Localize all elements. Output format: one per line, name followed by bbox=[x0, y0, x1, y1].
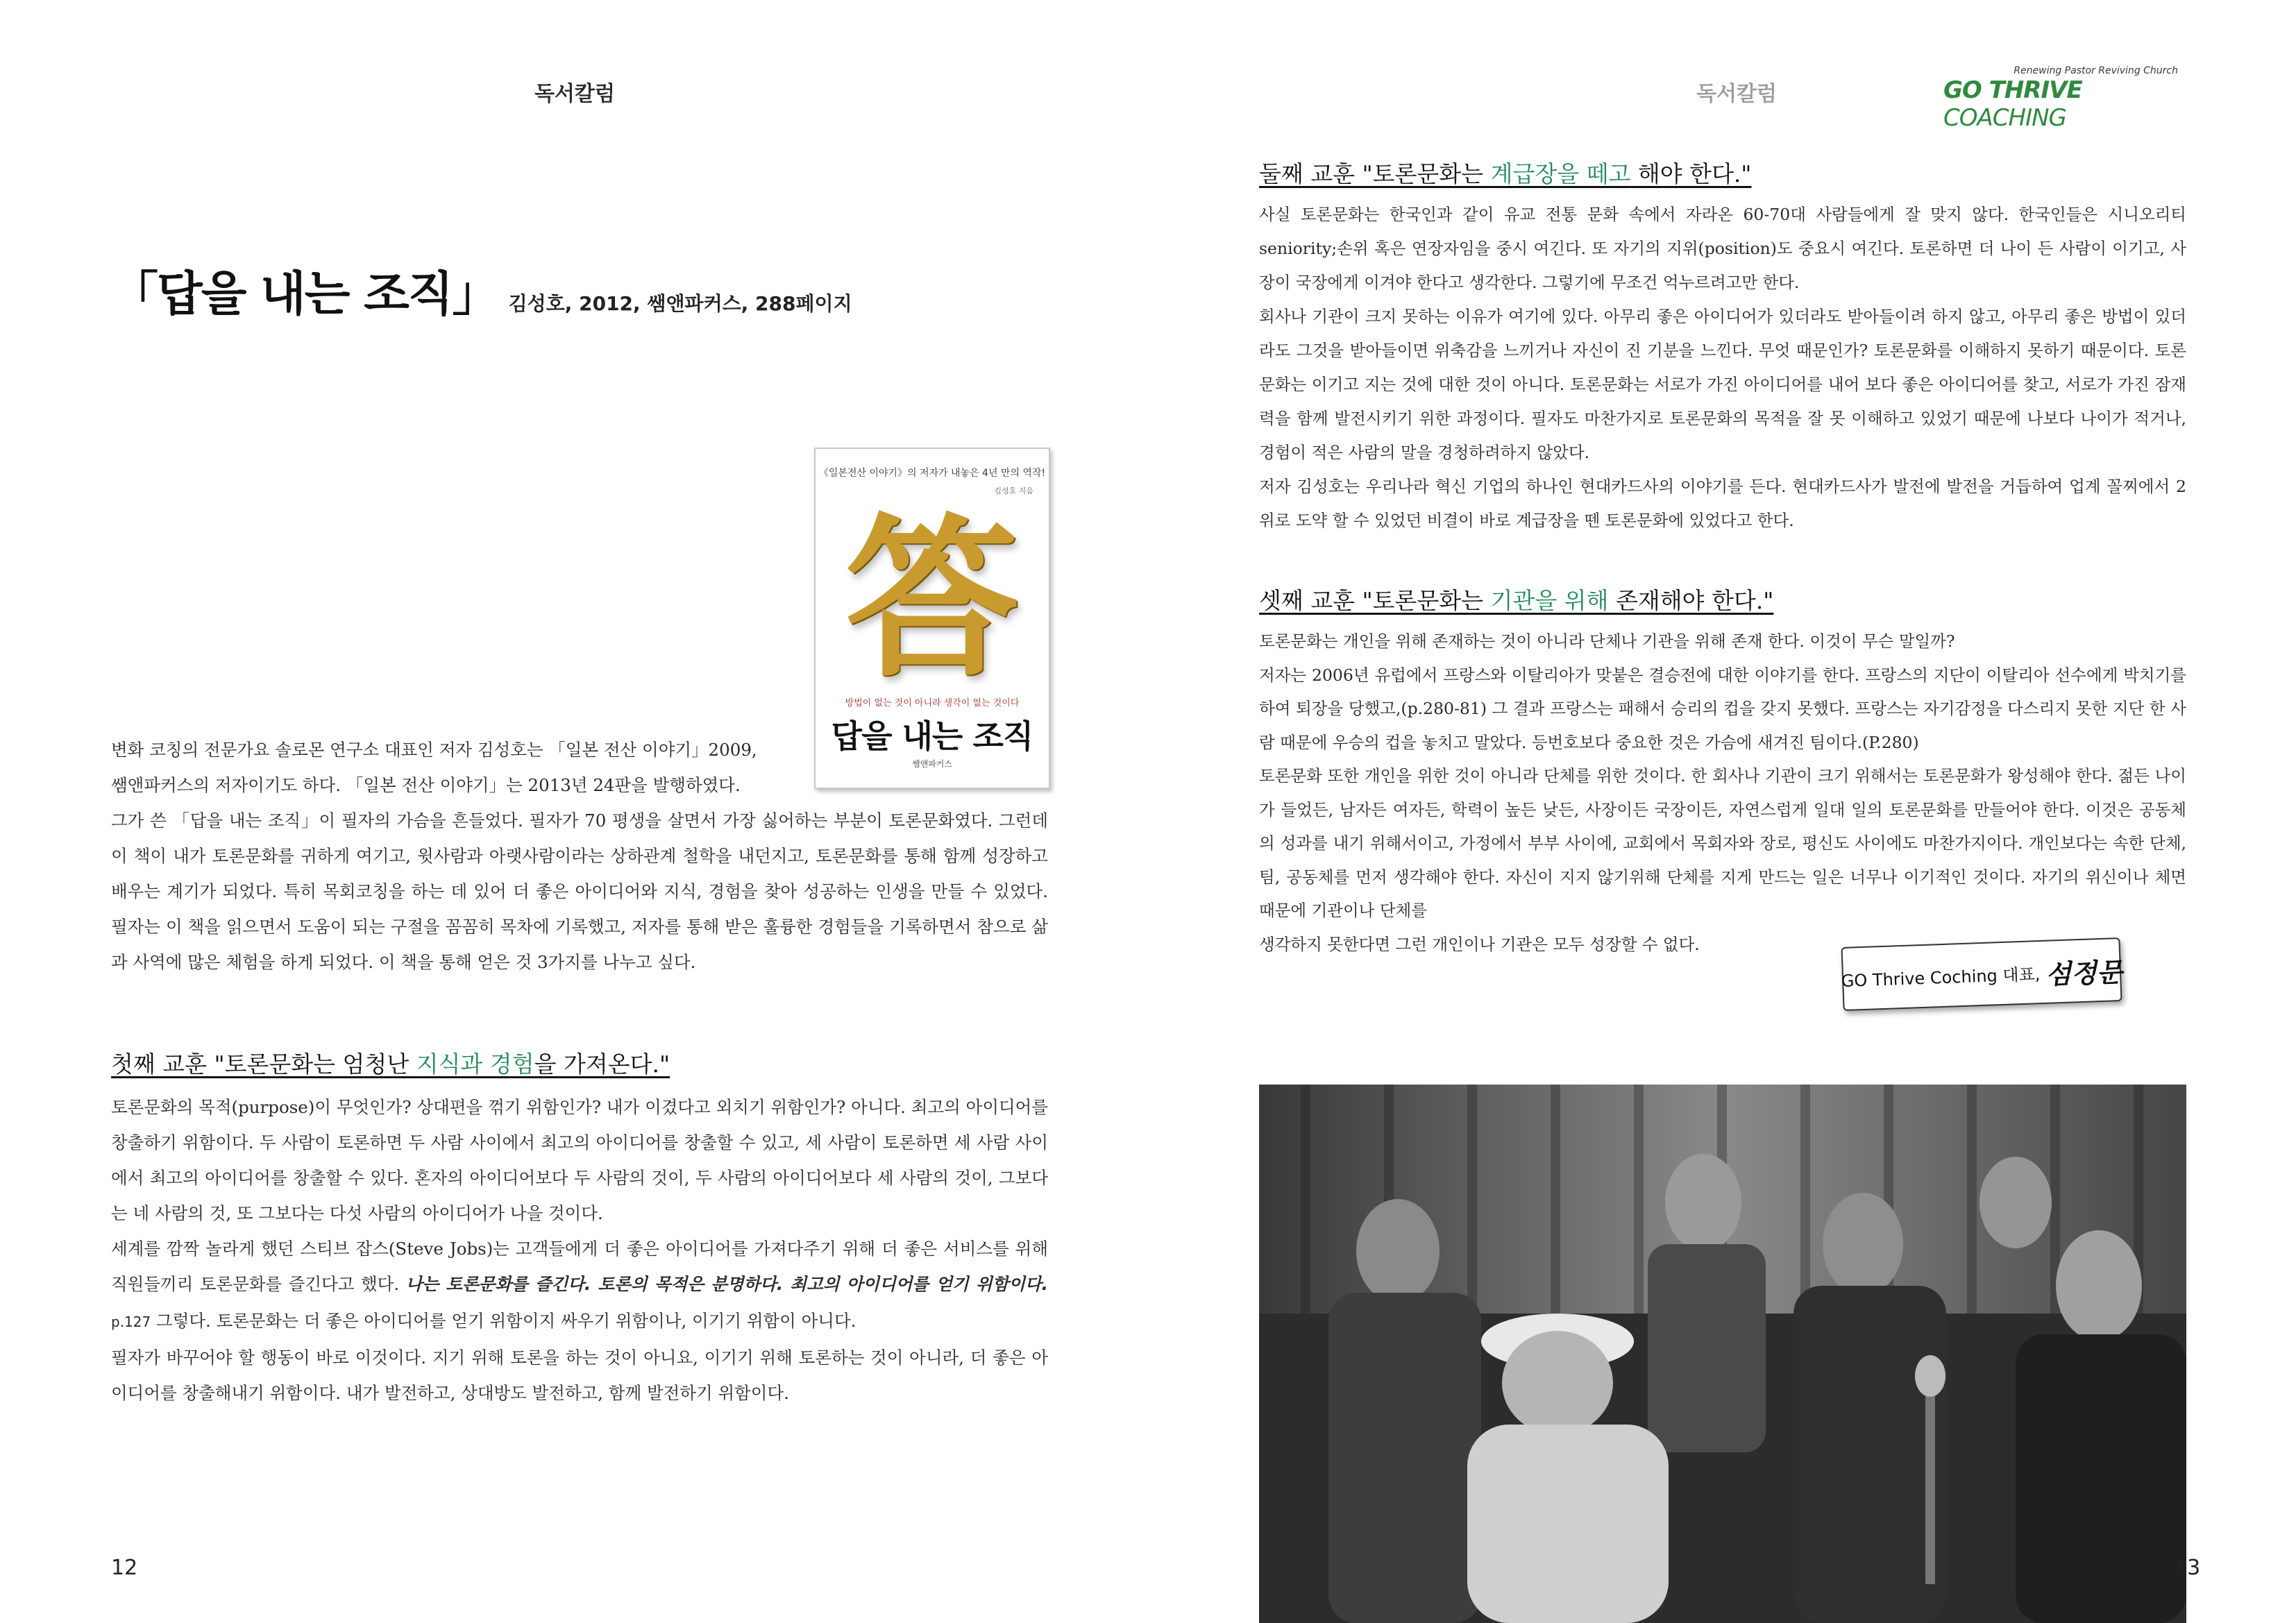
intro-line-1: 변화 코칭의 전문가요 솔로몬 연구소 대표인 저자 김성호는 「일본 전산 이야기」2009, bbox=[111, 740, 757, 760]
intro-paragraph: 그가 쓴 「답을 내는 조직」이 필자의 가슴을 흔들었다. 필자가 70 평생을 살면서 가장 싫어하는 부분이 토론문화였다. 그런데 이 책이 내가 토론문화를 귀하게 여기고, 윗사람과 아랫사람이라는 상하관계 철학을 내던지고, 토론문화를 통해 함께 성장하고 배우는 계기가 되었다. 특히 목회코칭을 하는 데 있어 더 좋은 아이디어와 지식, 경험을 찾아 성공하는 인생을 만들 수 있었다. 필자는 이 책을 읽으면서 도움이 되는 구절을 꼼꼼히 목차에 기록했고, 저자를 통해 받은 훌륭한 경험들을 기록하면서 참으로 삶과 사역에 많은 체험을 하게 되었다. 이 책을 통해 얻은 것 3가지를 나누고 싶다. bbox=[111, 810, 1048, 972]
lesson-3-paragraph-3: 토론문화 또한 개인을 위한 것이 아니라 단체를 위한 것이다. 한 회사나 기관이 크기 위해서는 토론문화가 왕성해야 한다. 젊든 나이가 들었든, 남자든 여자든, 학력이 높든 낮든, 사장이든 국장이든, 자연스럽게 일대 일의 토론문화를 만들어야 한다. 이것은 공동체의 성과를 내기 위해서이고, 가정에서 부부 사이에, 교회에서 목회자와 장로, 평신도 사이에도 마찬가지이다. 개인보다는 속한 단체, 팀, 공동체를 먼저 생각해야 한다. 자신이 지지 않기위해 단체를 지게 만드는 일은 너무나 이기적인 것이다. 자기의 위신이나 체면 때문에 기관이나 단체를 bbox=[1259, 766, 2186, 920]
page-reference: p.127 bbox=[111, 1314, 151, 1330]
heading-highlight: 지식과 경험 bbox=[416, 1051, 534, 1078]
paragraph-text: 세계를 깜짝 놀라게 했던 스티브 잡스(Steve Jobs)는 고객들에게 더 좋은 아이디어를 가져다주기 위해 더 좋은 서비스를 위해 직원들끼리 토론문화를 즐긴다고 했다. bbox=[111, 1239, 1048, 1294]
lesson-1-paragraph-1: 토론문화의 목적(purpose)이 무엇인가? 상대편을 꺾기 위함인가? 내가 이겼다고 외치기 위함인가? 아니다. 최고의 아이디어를 창출하기 위함이다. 두 사람이 토론하면 두 사람 사이에서 최고의 아이디어를 창출할 수 있고, 세 사람이 토론하면 세 사람 사이에서 최고의 아이디어를 창출할 수 있다. 혼자의 아이디어보다 두 사람의 것이, 두 사람의 아이디어보다 세 사람의 것이, 그보다는 네 사람의 것, 또 그보다는 다섯 사람의 아이디어가 나을 것이다. bbox=[111, 1097, 1048, 1223]
cover-title: 답을 내는 조직 bbox=[831, 717, 1033, 755]
cover-hanja: 答 bbox=[845, 496, 1019, 700]
page-number: 13 bbox=[2174, 1556, 2201, 1580]
right-page bbox=[1148, 0, 2296, 1623]
emphasis-quote: 나는 토론문화를 즐긴다. 토론의 목적은 분명하다. 최고의 아이디어를 얻기 위함이다. bbox=[405, 1274, 1048, 1294]
logo-wordmark bbox=[1943, 76, 2186, 132]
lesson-3-paragraph-2: 저자는 2006년 유럽에서 프랑스와 이탈리아가 맞붙은 결승전에 대한 이야기를 한다. 프랑스의 지단이 이탈리아 선수에게 박치기를 하여 퇴장을 당했고,(p.280-81) 그 결과 프랑스는 패해서 승리의 컵을 갖지 못했다. 프랑스는 자기감정을 다스리지 못한 지단 한 사람 때문에 우승의 컵을 놓치고 말았다. 등번호보다 중요한 것은 가슴에 새겨진 팀이다.(P.280) bbox=[1259, 665, 2186, 752]
microphone-stand bbox=[1925, 1376, 1935, 1584]
lesson-2-paragraph-2: 회사나 기관이 크지 못하는 이유가 여기에 있다. 아무리 좋은 아이디어가 있더라도 받아들이려 하지 않고, 아무리 좋은 방법이 있더라도 그것을 받아들이면 위축감을 느끼거나 자신이 진 기분을 느낀다. 무엇 때문인가? 토론문화를 이해하지 못하기 때문이다. 토론문화는 이기고 지는 것에 대한 것이 아니다. 토론문화는 서로가 가진 아이디어를 내어 보다 좋은 아이디어를 찾고, 서로가 가진 잠재력을 함께 발전시키기 위한 과정이다. 필자도 마찬가지로 토론문화의 목적을 잘 못 이해하고 있었기 때문에 나보다 나이가 적거나, 경험이 적은 사람의 말을 경청하려하지 않았다. bbox=[1259, 307, 2186, 462]
heading-text: 을 가져온다." bbox=[534, 1051, 670, 1078]
cover-author: 김성호 지음 bbox=[994, 486, 1033, 495]
signature-label: GO Thrive Coching 대표, bbox=[1841, 964, 2041, 991]
intro-section bbox=[111, 732, 1048, 980]
author-signature-tag bbox=[1841, 937, 2122, 1011]
lesson-3-paragraph-1: 토론문화는 개인을 위해 존재하는 것이 아니라 단체나 기관을 위해 존재 한다. 이것이 무슨 말일까? bbox=[1259, 631, 1955, 651]
paragraph-text: 그렇다. 토론문화는 더 좋은 아이디어를 얻기 위함이지 싸우기 위함이나, 이기기 위함이 아니다. bbox=[151, 1311, 856, 1331]
column-header: 독서칼럼 bbox=[1696, 82, 1777, 106]
lesson-2-paragraph-3: 저자 김성호는 우리나라 혁신 기업의 하나인 현대카드사의 이야기를 든다. 현대카드사가 발전에 발전을 거듭하여 업계 꼴찌에서 2위로 도약 할 수 있었던 비결이 바로 계급장을 뗀 토론문화에 있었다고 한다. bbox=[1259, 477, 2186, 530]
go-thrive-coaching-logo bbox=[1943, 64, 2186, 132]
lesson-1-paragraph-2 bbox=[111, 1231, 1048, 1340]
lesson-1-heading bbox=[111, 1046, 1048, 1082]
logo-tagline: Renewing Pastor Reviving Church bbox=[2014, 65, 2178, 76]
heading-text: 둘째 교훈 "토론문화는 bbox=[1259, 160, 1491, 187]
heading-text: 해야 한다." bbox=[1630, 160, 1752, 187]
cover-subtitle: 방법이 없는 것이 아니라 생각이 없는 것이다 bbox=[845, 698, 1020, 708]
heading-text: 셋째 교훈 "토론문화는 bbox=[1259, 587, 1491, 614]
lesson-2-paragraph-1: 사실 토론문화는 한국인과 같이 유교 전통 문화 속에서 자라온 60-70대 사람들에게 잘 맞지 않다. 한국인들은 시니오리티seniority;손위 혹은 연장자임을 중시 여긴다. 또 자기의 지위(position)도 중요시 여긴다. 토론하면 더 나이 든 사람이 이기고, 사장이 국장에게 이겨야 한다고 생각한다. 그렇기에 무조건 억누르려고만 한다. bbox=[1259, 205, 2186, 292]
heading-text: 존재해야 한다." bbox=[1608, 587, 1774, 614]
article-title bbox=[111, 257, 852, 324]
lesson-1-paragraph-3: 필자가 바꾸어야 할 행동이 바로 이것이다. 지기 위해 토론을 하는 것이 아니요, 이기기 위해 토론하는 것이 아니라, 더 좋은 아이디어를 창출해내기 위함이다. 내가 발전하고, 상대방도 발전하고, 함께 발전하기 위함이다. bbox=[111, 1348, 1048, 1403]
logo-go-thrive: GO THRIVE bbox=[1943, 76, 2082, 104]
historical-photo bbox=[1259, 1085, 2186, 1623]
lesson-3-section bbox=[1259, 583, 2186, 961]
lesson-3-heading bbox=[1259, 583, 2186, 619]
heading-text: 첫째 교훈 "토론문화는 엄청난 bbox=[111, 1051, 416, 1078]
microphone bbox=[1915, 1355, 1945, 1397]
intro-line-2: 쌤앤파커스의 저자이기도 하다. 「일본 전산 이야기」는 2013년 24판을 발행하였다. bbox=[111, 775, 741, 795]
page-number: 12 bbox=[111, 1556, 138, 1580]
cover-tagline: 《일본전산 이야기》의 저자가 내놓은 4년 만의 역작! bbox=[818, 468, 1046, 479]
column-header: 독서칼럼 bbox=[534, 82, 615, 106]
logo-coaching: COACHING bbox=[1943, 104, 2066, 132]
cover-publisher: 쌤앤파커스 bbox=[912, 759, 952, 769]
book-citation: 김성호, 2012, 쌤앤파커스, 288페이지 bbox=[508, 292, 852, 315]
heading-highlight: 기관을 위해 bbox=[1490, 587, 1609, 614]
lesson-2-section bbox=[1259, 156, 2186, 538]
heading-highlight: 계급장을 떼고 bbox=[1490, 160, 1631, 187]
book-title: 「답을 내는 조직」 bbox=[111, 267, 498, 322]
signature-name: 섬정문 bbox=[2045, 955, 2123, 990]
lesson-3-paragraph-4: 생각하지 못한다면 그런 개인이나 기관은 모두 성장할 수 없다. bbox=[1259, 934, 1700, 954]
lesson-1-section bbox=[111, 1046, 1048, 1411]
lesson-2-heading bbox=[1259, 156, 2186, 192]
